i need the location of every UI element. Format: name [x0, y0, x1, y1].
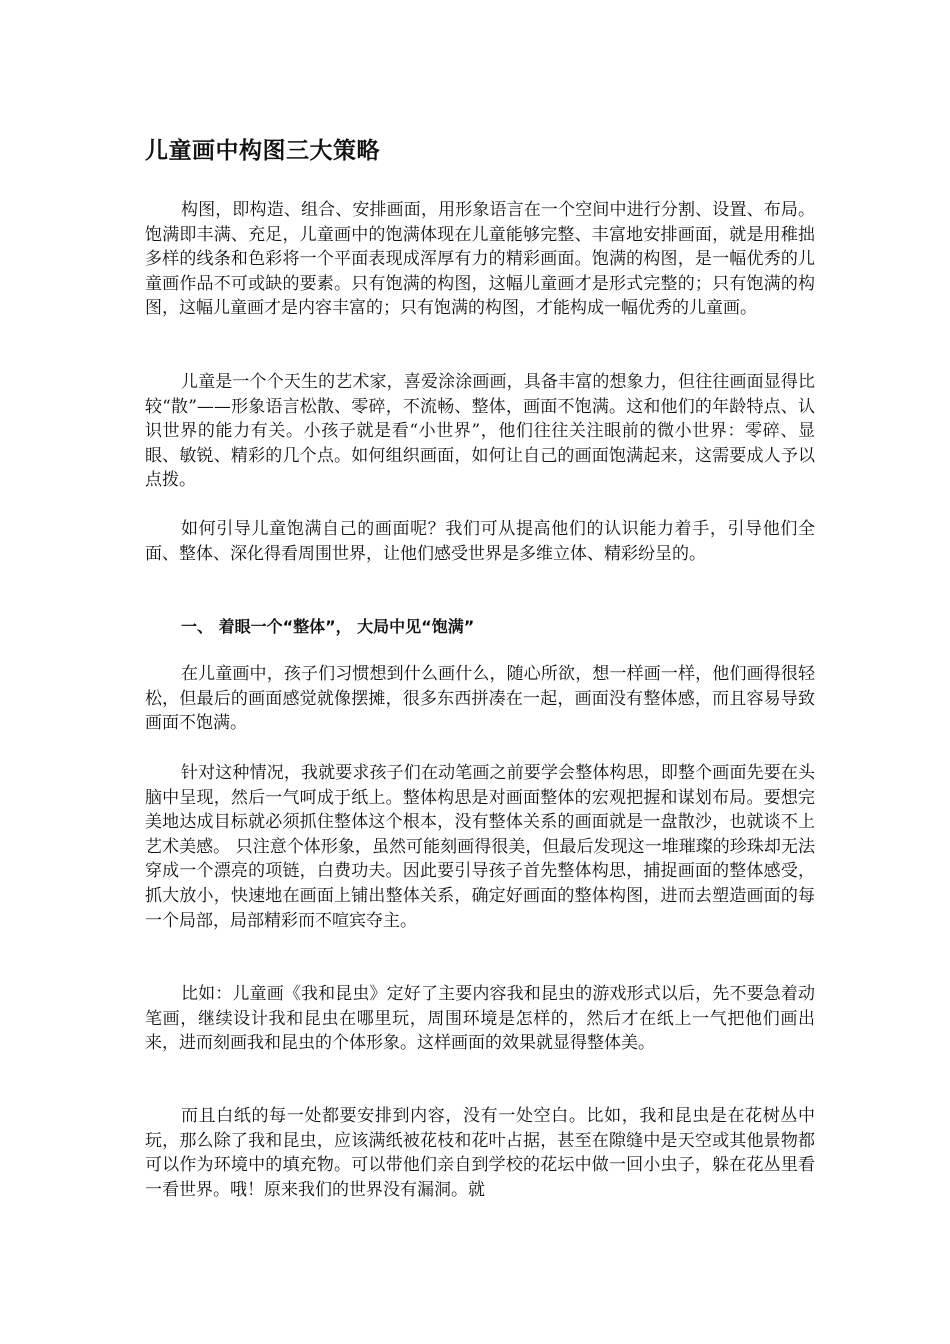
- section-heading: 一、 着眼一个“整体”， 大局中见“饱满”: [181, 617, 475, 636]
- paragraph-drawing-habits: 在儿童画中，孩子们习惯想到什么画什么，随心所欲，想一样画一样，他们画得很轻松，但最后的画面感觉就像摆摊，很多东西拼凑在一起，画面没有整体感，而且容易导致画面不饱满。: [145, 664, 815, 734]
- paragraph-guidance-question: 如何引导儿童饱满自己的画面呢？我们可从提高他们的认识能力着手，引导他们全面、整体、深化得看周围世界，让他们感受世界是多维立体、精彩纷呈的。: [145, 519, 815, 564]
- paragraph-children-artists: 儿童是一个个天生的艺术家，喜爱涂涂画画，具备丰富的想象力，但往往画面显得比较“散”——形象语言松散、零碎，不流畅、整体，画面不饱满。这和他们的年龄特点、认识世界的能力有关。小孩子就是看“小世界”，他们往往关注眼前的微小世界：零碎、显眼、敏锐、精彩的几个点。如何组织画面，如何让自己的画面饱满起来，这需要成人予以点拨。: [145, 372, 815, 491]
- paragraph-composition-definition: 构图，即构造、组合、安排画面，用形象语言在一个空间中进行分割、设置、布局。饱满即丰满、充足，儿童画中的饱满体现在儿童能够完整、丰富地安排画面，就是用稚拙多样的线条和色彩将一个平面表现成浑厚有力的精彩画面。饱满的构图，是一幅优秀的儿童画作品不可或缺的要素。只有饱满的构图，这幅儿童画才是形式完整的；只有饱满的构图，这幅儿童画才是内容丰富的；只有饱满的构图，才能构成一幅优秀的儿童画。: [145, 200, 815, 319]
- document-title: 儿童画中构图三大策略: [145, 138, 380, 164]
- paragraph-overall-concept: 针对这种情况，我就要求孩子们在动笔画之前要学会整体构思，即整个画面先要在头脑中呈现，然后一气呵成于纸上。整体构思是对画面整体的宏观把握和谋划布局。要想完美地达成目标就必须抓住整体这个根本，没有整体关系的画面就是一盘散沙，也就谈不上艺术美感。 只注意个体形象，虽然可能刻画得很美，但最后发现这一堆璀璨的珍珠却无法穿成一个漂亮的项链，白费功夫。因此要引导孩子首先整体构思，捕捉画面的整体感受，抓大放小，快速地在画面上铺出整体关系，确定好画面的整体构图，进而去塑造画面的每一个局部，局部精彩而不喧宾夺主。: [145, 763, 815, 931]
- paragraph-fill-blank-space: 而且白纸的每一处都要安排到内容，没有一处空白。比如，我和昆虫是在花树丛中玩，那么除了我和昆虫，应该满纸被花枝和花叶占据，甚至在隙缝中是天空或其他景物都可以作为环境中的填充物。可以带他们亲自到学校的花坛中做一回小虫子，躲在花丛里看一看世界。哦！原来我们的世界没有漏洞。就: [145, 1106, 815, 1200]
- paragraph-example-insects: 比如：儿童画《我和昆虫》定好了主要内容我和昆虫的游戏形式以后，先不要急着动笔画，继续设计我和昆虫在哪里玩，周围环境是怎样的，然后才在纸上一气把他们画出来，进而刻画我和昆虫的个体形象。这样画面的效果就显得整体美。: [145, 984, 815, 1054]
